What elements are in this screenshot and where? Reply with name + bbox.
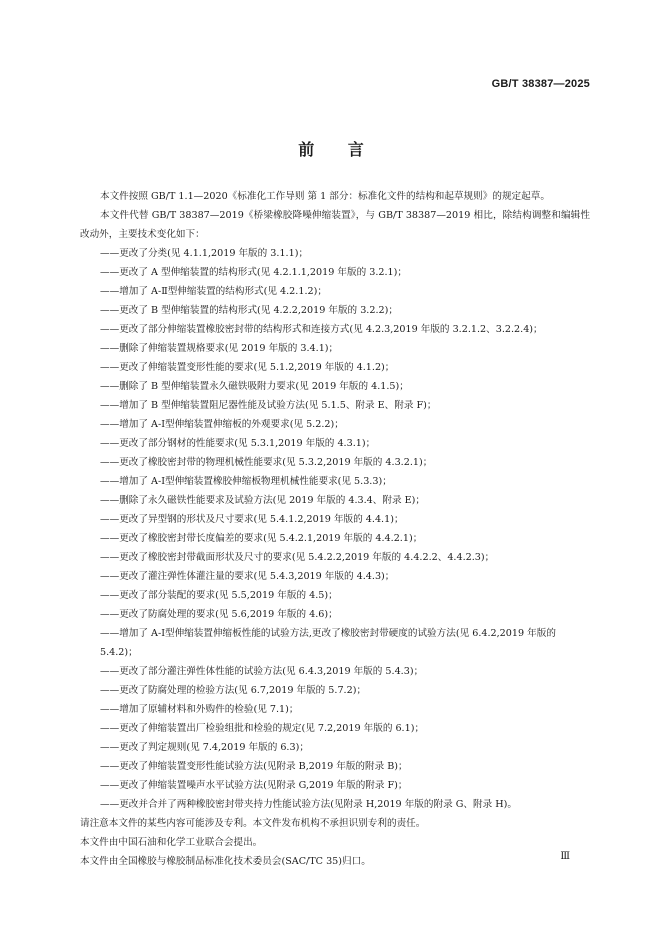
intro-paragraph: 本文件代替 GB/T 38387—2019《桥梁橡胶降噪伸缩装置》，与 GB/T 38387—2019 相比，除结构调整和编辑性改动外，主要技术变化如下：: [80, 210, 590, 240]
closing-paragraph: 本文件由全国橡胶与橡胶制品标准化技术委员会(SAC/TC 35)归口。: [80, 856, 371, 867]
change-item: ——更改了灌注弹性体灌注量的要求(见 5.4.3,2019 年版的 4.4.3)；: [100, 571, 395, 582]
standard-code: GB/T 38387—2025: [491, 78, 590, 90]
change-item: ——更改了橡胶密封带截面形状及尺寸的要求(见 5.4.2.2,2019 年版的 4.4.2.2、4.4.2.3)；: [100, 552, 495, 563]
change-item: ——更改了 B 型伸缩装置的结构形式(见 4.2.2,2019 年版的 3.2.2)；: [100, 305, 398, 316]
change-item: ——增加了原辅材料和外购件的检验(见 7.1)；: [100, 704, 299, 715]
technical-changes-list: [80, 244, 590, 814]
change-item: ——更改了部分装配的要求(见 5.5,2019 年版的 4.5)；: [100, 590, 338, 601]
change-item: ——更改了异型钢的形状及尺寸要求(见 5.4.1.2,2019 年版的 4.4.1)；: [100, 514, 404, 525]
change-item: ——更改了判定规则(见 7.4,2019 年版的 6.3)；: [100, 742, 309, 753]
change-item: ——增加了 A-Ⅰ型伸缩装置橡胶伸缩板物理机械性能要求(见 5.3.3)；: [100, 476, 392, 487]
closing-paragraph: 请注意本文件的某些内容可能涉及专利。本文件发布机构不承担识别专利的责任。: [80, 818, 426, 829]
change-item: ——更改了防腐处理的要求(见 5.6,2019 年版的 4.6)；: [100, 609, 338, 620]
change-item: ——更改并合并了两种橡胶密封带夹持力性能试验方法(见附录 H,2019 年版的附录 G、附录 H)。: [100, 799, 517, 810]
change-item: ——更改了伸缩装置变形性能的要求(见 5.1.2,2019 年版的 4.1.2)；: [100, 362, 395, 373]
change-item: ——更改了伸缩装置变形性能试验方法(见附录 B,2019 年版的附录 B)；: [100, 761, 408, 772]
page-number: Ⅲ: [560, 851, 570, 862]
change-item: ——更改了部分伸缩装置橡胶密封带的结构形式和连接方式(见 4.2.3,2019 年版的 3.2.1.2、3.2.2.4)；: [100, 324, 543, 335]
change-item: ——更改了伸缩装置出厂检验组批和检验的规定(见 7.2,2019 年版的 6.1)；: [100, 723, 425, 734]
change-item: ——更改了伸缩装置噪声水平试验方法(见附录 G,2019 年版的附录 F)；: [100, 780, 408, 791]
page-title: 前 言: [298, 140, 364, 159]
change-item: ——增加了 B 型伸缩装置阻尼器性能及试验方法(见 5.1.5、附录 E、附录 F)；: [100, 400, 437, 411]
change-item: ——删除了永久磁铁性能要求及试验方法(见 2019 年版的 4.3.4、附录 E)；: [100, 495, 425, 506]
change-item: ——删除了 B 型伸缩装置永久磁铁吸附力要求(见 2019 年版的 4.1.5)；: [100, 381, 409, 392]
change-item: ——更改了部分钢材的性能要求(见 5.3.1,2019 年版的 4.3.1)；: [100, 438, 376, 449]
change-item: ——删除了伸缩装置规格要求(见 2019 年版的 3.4.1)；: [100, 343, 339, 354]
change-item: ——更改了橡胶密封带的物理机械性能要求(见 5.3.2,2019 年版的 4.3.2.1)；: [100, 457, 433, 468]
document-body: [80, 187, 590, 871]
change-item: ——增加了 A-Ⅰ型伸缩装置伸缩板性能的试验方法,更改了橡胶密封带硬度的试验方法(见 6.4.2,2019 年版的 5.4.2)；: [100, 628, 556, 658]
change-item: ——增加了 A-Ⅱ型伸缩装置的结构形式(见 4.2.1.2)；: [100, 286, 327, 297]
change-item: ——更改了部分灌注弹性体性能的试验方法(见 6.4.3,2019 年版的 5.4.3)；: [100, 666, 424, 677]
change-item: ——更改了防腐处理的检验方法(见 6.7,2019 年版的 5.7.2)；: [100, 685, 367, 696]
change-item: ——更改了橡胶密封带长度偏差的要求(见 5.4.2.1,2019 年版的 4.4.2.1)；: [100, 533, 423, 544]
change-item: ——更改了 A 型伸缩装置的结构形式(见 4.2.1.1,2019 年版的 3.2.1)；: [100, 267, 407, 278]
change-item: ——更改了分类(见 4.1.1,2019 年版的 3.1.1)；: [100, 248, 309, 259]
closing-paragraph: 本文件由中国石油和化学工业联合会提出。: [80, 837, 263, 848]
change-item: ——增加了 A-Ⅰ型伸缩装置伸缩板的外观要求(见 5.2.2)；: [100, 419, 344, 430]
intro-paragraph: 本文件按照 GB/T 1.1—2020《标准化工作导则 第 1 部分：标准化文件的结构和起草规则》的规定起草。: [100, 191, 550, 202]
